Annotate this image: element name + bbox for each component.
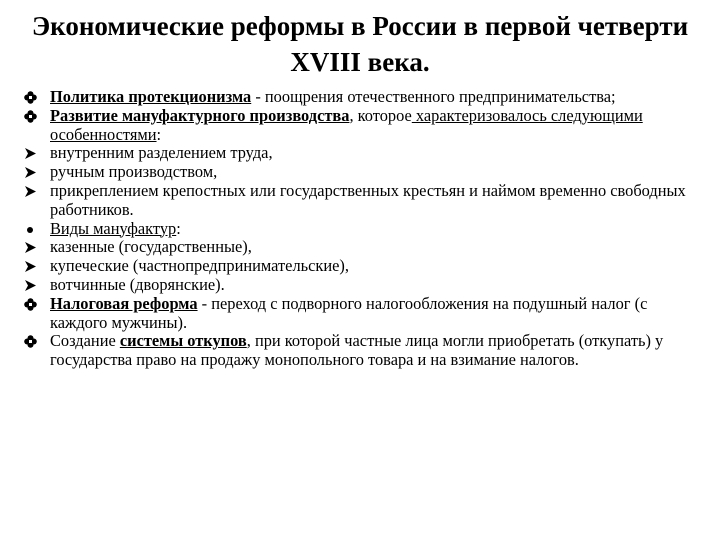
term-types: Виды мануфактур xyxy=(50,218,177,238)
list-item-tax-reform: Налоговая реформа - переход с подворного налогообложения на подушный налог (с каждого мужчины). xyxy=(22,295,692,333)
arrow-icon xyxy=(22,182,50,201)
arrow-icon xyxy=(22,257,50,276)
list-item-tax-farming: Создание системы откупов, при которой частные лица могли приобретать (откупать) у государства право на продажу монопольного товара и на взимание налогов. xyxy=(22,332,692,370)
term-tax-reform: Налоговая реформа xyxy=(50,293,198,313)
list-item-manufacture: Развитие мануфактурного производства, которое характеризовалось следующими особенностями: xyxy=(22,107,692,145)
arrow-icon xyxy=(22,144,50,163)
arrow-icon xyxy=(22,276,50,295)
list-item-serfs: прикреплением крепостных или государственных крестьян и наймом временно свободных работников. xyxy=(22,182,692,220)
bullet-list xyxy=(22,88,692,370)
title-line-2: XVIII века. xyxy=(290,47,430,77)
arrow-icon xyxy=(22,163,50,182)
list-item-division-of-labor: внутренним разделением труда, xyxy=(22,144,692,163)
list-item-protectionism: Политика протекционизма - поощрения отечественного предпринимательства; xyxy=(22,88,692,107)
list-item-manual-production: ручным производством, xyxy=(22,163,692,182)
term-manufacture: Развитие мануфактурного производства xyxy=(50,105,350,125)
list-item-types: Виды мануфактур: xyxy=(22,220,692,239)
slide-title xyxy=(0,8,720,80)
list-item-state: казенные (государственные), xyxy=(22,238,692,257)
term-protectionism: Политика протекционизма xyxy=(50,87,252,106)
dot-icon xyxy=(22,220,50,239)
list-item-patrimonial: вотчинные (дворянские). xyxy=(22,276,692,295)
arrow-icon xyxy=(22,238,50,257)
term-tax-farming: системы откупов xyxy=(119,331,247,351)
diamond-icon xyxy=(22,88,50,107)
diamond-icon xyxy=(22,107,50,126)
title-line-1: Экономические реформы в России в первой четверти xyxy=(31,11,689,41)
list-item-merchant: купеческие (частнопредпринимательские), xyxy=(22,257,692,276)
diamond-icon xyxy=(22,332,50,351)
diamond-icon xyxy=(22,295,50,314)
